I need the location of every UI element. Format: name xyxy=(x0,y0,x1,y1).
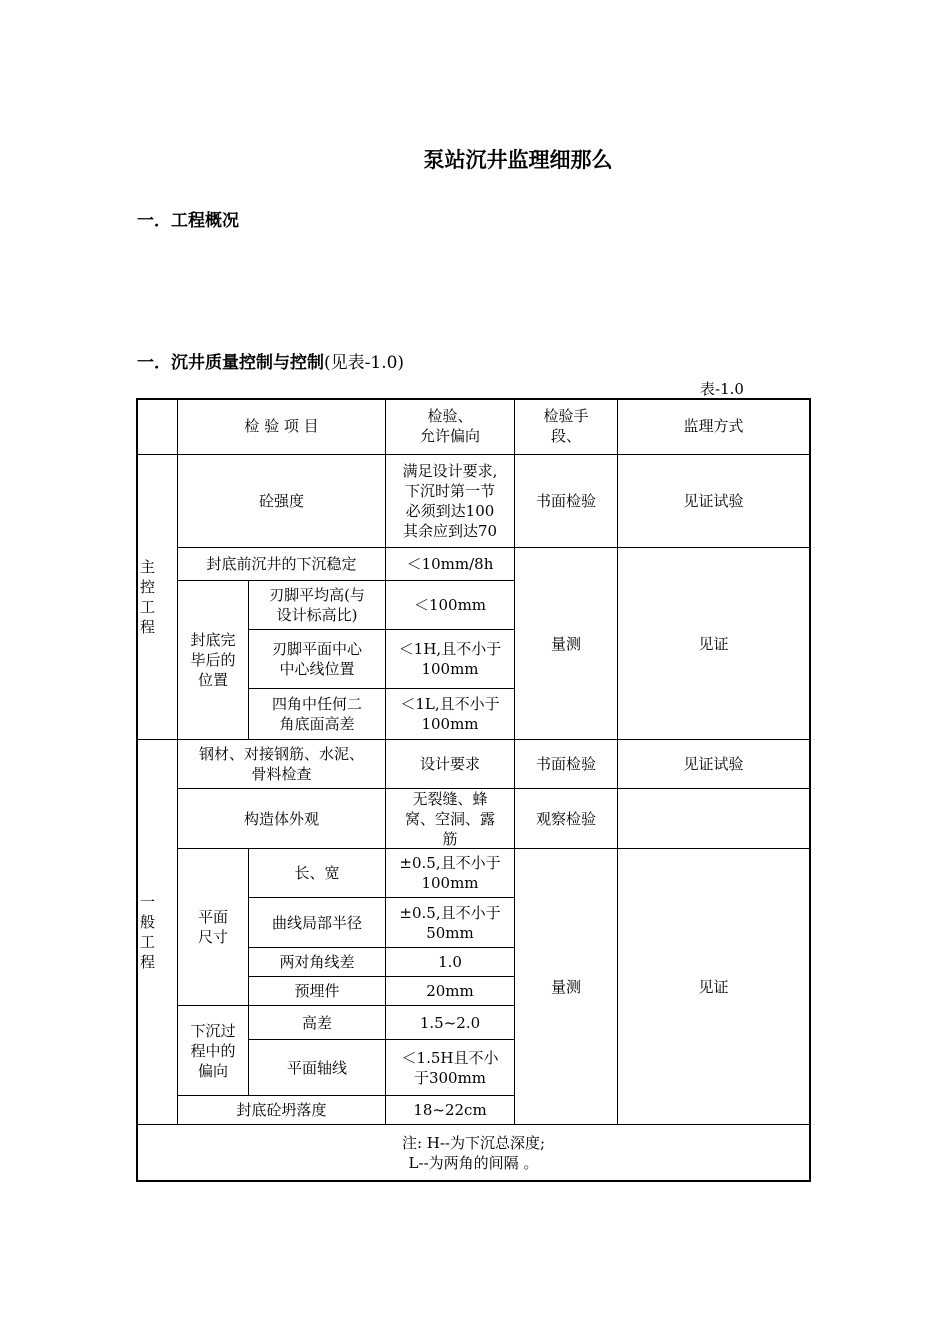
deviation-embedded-parts: 20mm xyxy=(426,982,474,1000)
item-slump: 封底砼坍落度 xyxy=(236,1101,327,1119)
header-method: 检验手 段、 xyxy=(543,407,589,445)
deviation-curve-radius: ±0.5,且不小于 50mm xyxy=(399,903,501,942)
section-heading-text: 一．沉井质量控制与控制 xyxy=(137,353,324,373)
method-appearance: 观察检验 xyxy=(535,809,596,828)
header-supervision: 监理方式 xyxy=(683,417,744,435)
deviation-blade-height: ＜100mm xyxy=(413,596,487,614)
deviation-concrete-strength: 满足设计要求, 下沉时第一节 必须到达100 其余应到达70 xyxy=(402,462,498,540)
group-final-position: 封底完 毕后的 位置 xyxy=(190,631,236,689)
deviation-sinking-stability: ＜10mm/8h xyxy=(406,555,494,573)
item-height-difference: 高差 xyxy=(301,1013,332,1032)
deviation-appearance: 无裂缝、蜂 窝、空洞、露 筋 xyxy=(404,789,495,848)
item-blade-height: 刃脚平均高(与 设计标高比) xyxy=(269,586,365,624)
item-corner-difference: 四角中任何二 角底面高差 xyxy=(271,695,362,733)
deviation-blade-center: ＜1H,且不小于 100mm xyxy=(398,640,502,678)
group-main-control: 主 控 工 程 xyxy=(140,558,156,636)
supervision-witness-general: 见证 xyxy=(698,977,729,996)
supervision-concrete-strength: 见证试验 xyxy=(683,492,744,510)
method-materials-check: 书面检验 xyxy=(535,755,596,773)
supervision-materials-check: 见证试验 xyxy=(683,755,744,773)
table-label: 表-1.0 xyxy=(700,380,744,398)
method-measure-main: 量测 xyxy=(550,634,581,653)
item-length-width: 长、宽 xyxy=(294,864,340,882)
supervision-appearance xyxy=(618,789,809,848)
item-plane-axis: 平面轴线 xyxy=(286,1058,347,1077)
deviation-slump: 18~22cm xyxy=(413,1101,487,1119)
group-sinking-deviation: 下沉过 程中的 偏向 xyxy=(190,1021,236,1080)
deviation-corner-difference: ＜1L,且不小于 100mm xyxy=(400,695,500,733)
item-concrete-strength: 砼强度 xyxy=(258,492,304,510)
method-concrete-strength: 书面检验 xyxy=(535,492,596,510)
item-diagonal-difference: 两对角线差 xyxy=(279,953,355,971)
deviation-plane-axis: ＜1.5H且不小 于300mm xyxy=(401,1048,499,1087)
deviation-diagonal-difference: 1.0 xyxy=(438,953,462,971)
deviation-materials-check: 设计要求 xyxy=(419,755,480,773)
group-general: 一 般 工 程 xyxy=(140,893,156,971)
item-curve-radius: 曲线局部半径 xyxy=(271,913,362,932)
quality-control-table xyxy=(136,398,811,1182)
document-title: 泵站沉井监理细那么 xyxy=(423,147,613,172)
item-materials-check: 钢材、对接钢筋、水泥、 骨料检查 xyxy=(198,745,364,783)
group-plane-size: 平面 尺寸 xyxy=(197,908,228,946)
section-heading-quality-control xyxy=(137,348,404,373)
item-appearance: 构造体外观 xyxy=(243,809,319,828)
deviation-length-width: ±0.5,且不小于 100mm xyxy=(399,854,501,892)
section-heading-reference: (见表-1.0) xyxy=(324,353,405,373)
header-item: 检 验 项 目 xyxy=(244,417,319,435)
table-note: 注: H--为下沉总深度; L--为两角的间隔 。 xyxy=(401,1133,546,1172)
item-blade-center: 刃脚平面中心 中心线位置 xyxy=(271,640,362,678)
item-sinking-stability: 封底前沉井的下沉稳定 xyxy=(206,555,357,573)
method-measure-general: 量测 xyxy=(550,977,581,996)
supervision-witness-main: 见证 xyxy=(698,634,729,653)
section-heading-overview: 一．工程概况 xyxy=(137,211,239,231)
header-deviation: 检验、 允许偏向 xyxy=(419,407,480,445)
item-embedded-parts: 预埋件 xyxy=(294,982,340,1000)
deviation-height-difference: 1.5~2.0 xyxy=(419,1013,481,1032)
